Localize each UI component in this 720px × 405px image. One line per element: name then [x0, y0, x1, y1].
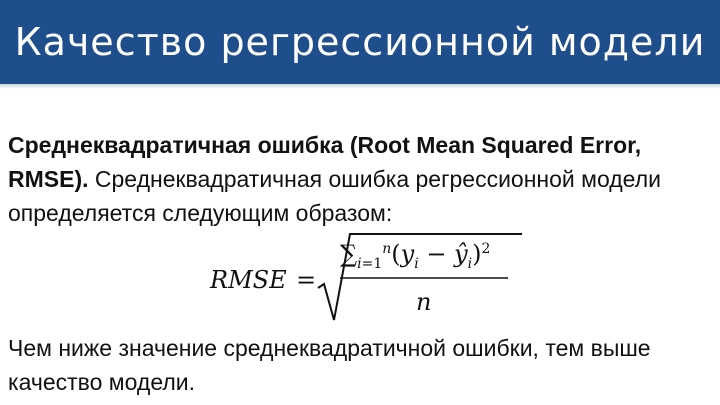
header-divider — [0, 84, 720, 89]
formula-numerator: $\sum_{i=1}^n(y_i$ − $ŷ_i)^2$ — [340, 240, 491, 272]
conclusion-paragraph: Чем ниже значение среднеквадратичной ошибки, тем выше качество модели. — [8, 335, 651, 395]
formula-lhs: RMSE — [210, 266, 287, 294]
definition-term: Среднеквадратичная ошибка (Root Mean Squared Error, RMSE). — [8, 132, 642, 192]
definition-paragraph — [8, 128, 712, 230]
slide-header — [0, 0, 720, 84]
formula-denominator: n — [416, 288, 432, 316]
rmse-formula — [210, 228, 530, 328]
formula-equals: = — [296, 266, 317, 294]
definition-text: Среднеквадратичная ошибка регрессионной модели определяется следующим образом: — [8, 166, 661, 226]
slide-title: Качество регрессионной модели — [14, 20, 706, 64]
